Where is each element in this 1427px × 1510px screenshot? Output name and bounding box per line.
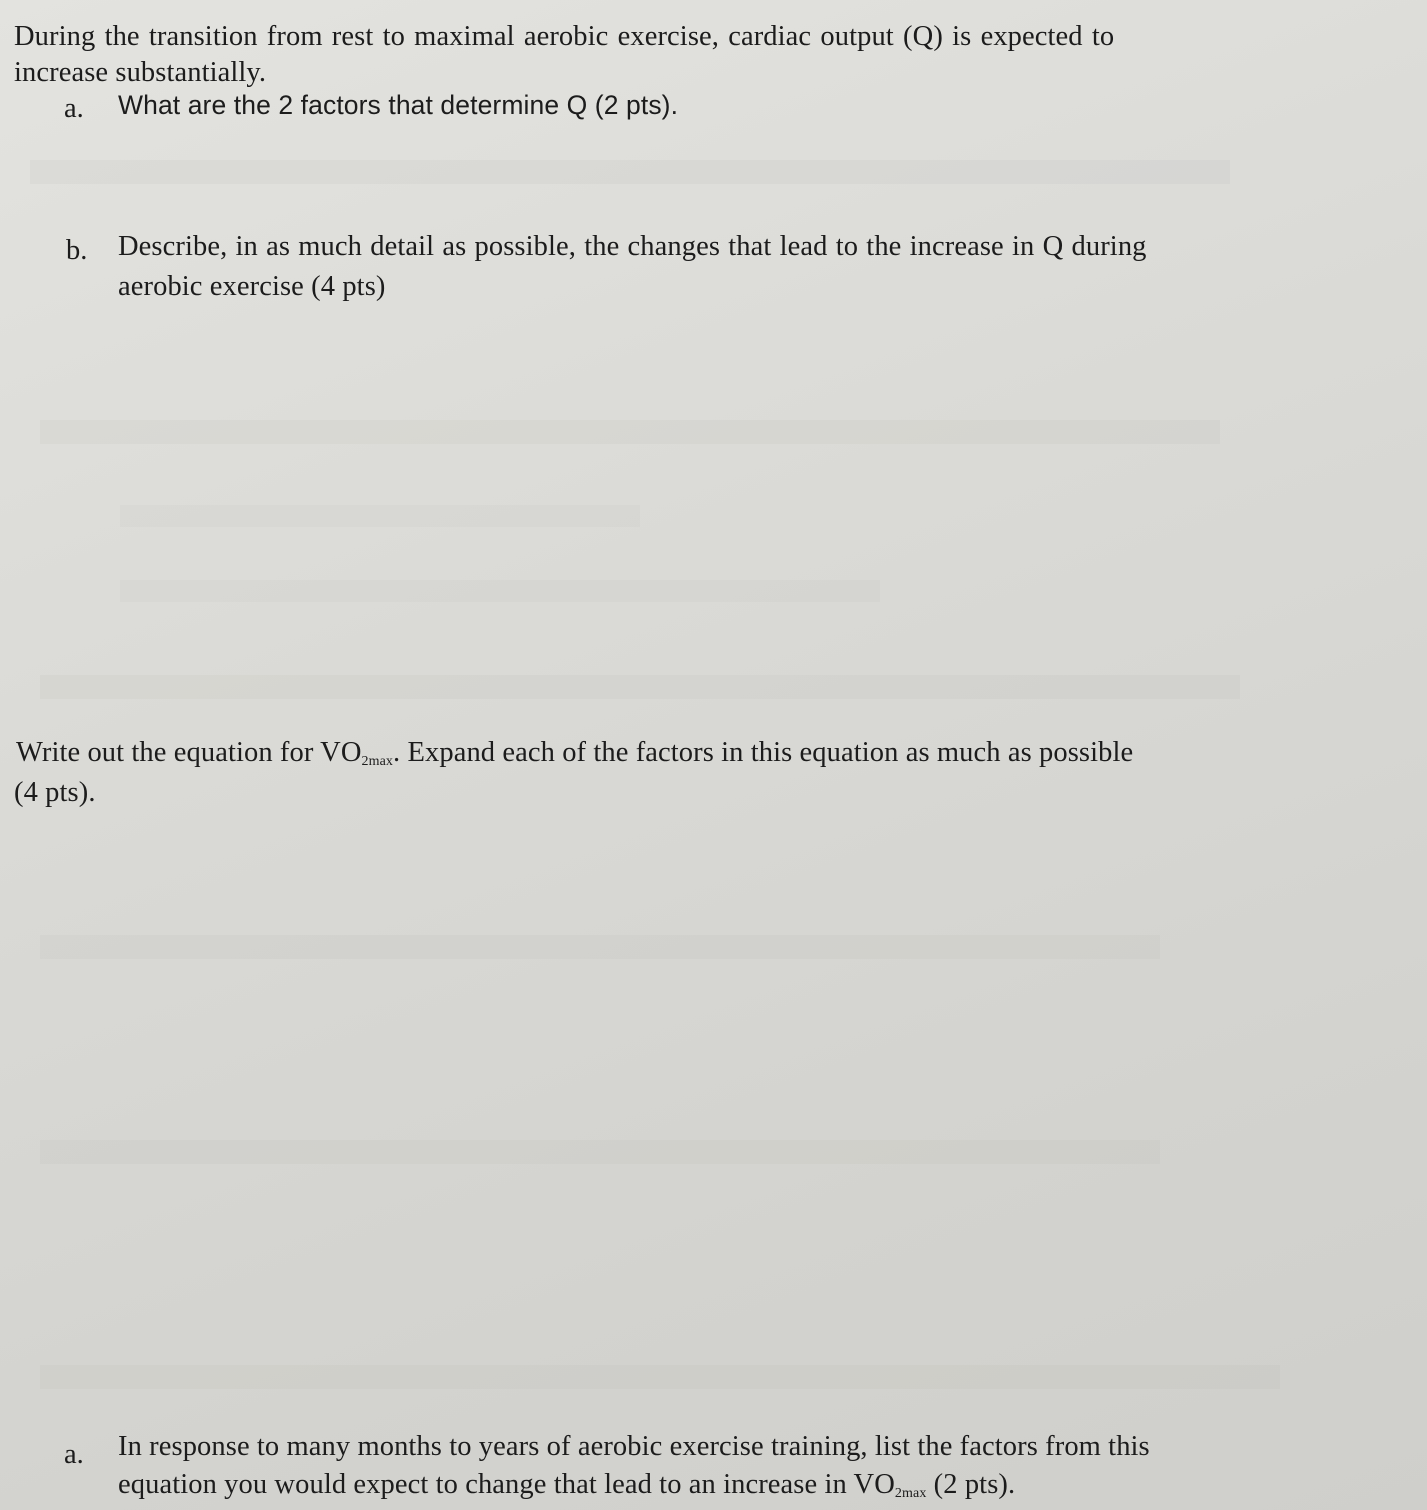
part-a2-subscript: 2max [894, 1486, 927, 1501]
question-intro-line1: During the transition from rest to maximal aerobic exercise, cardiac output (Q) is expected to [14, 21, 1115, 52]
vo2-question-line2: (4 pts). [14, 777, 96, 808]
vo2-question-post: . Expand each of the factors in this equation as much as possible [393, 737, 1134, 768]
vo2-question-line1 [16, 736, 1133, 771]
vo2-question-pre: Write out the equation for VO [16, 737, 362, 768]
part-a2-line2 [118, 1468, 1015, 1503]
question-intro-line2: increase substantially. [14, 57, 267, 88]
part-a2-post: (2 pts). [926, 1469, 1016, 1500]
part-a-text: What are the 2 factors that determine Q (2 pts). [118, 90, 679, 120]
part-a2-line1: In response to many months to years of aerobic exercise training, list the factors from this [118, 1431, 1150, 1462]
part-b-line1: Describe, in as much detail as possible, the changes that lead to the increase in Q during [118, 231, 1147, 262]
part-a2-pre: equation you would expect to change that lead to an increase in VO [118, 1469, 895, 1500]
vo2-question-subscript: 2max [361, 754, 394, 769]
part-b-marker: b. [66, 235, 88, 266]
part-b-line2: aerobic exercise (4 pts) [118, 271, 386, 302]
part-a2-marker: a. [64, 1439, 84, 1470]
part-a-marker: a. [64, 93, 84, 124]
